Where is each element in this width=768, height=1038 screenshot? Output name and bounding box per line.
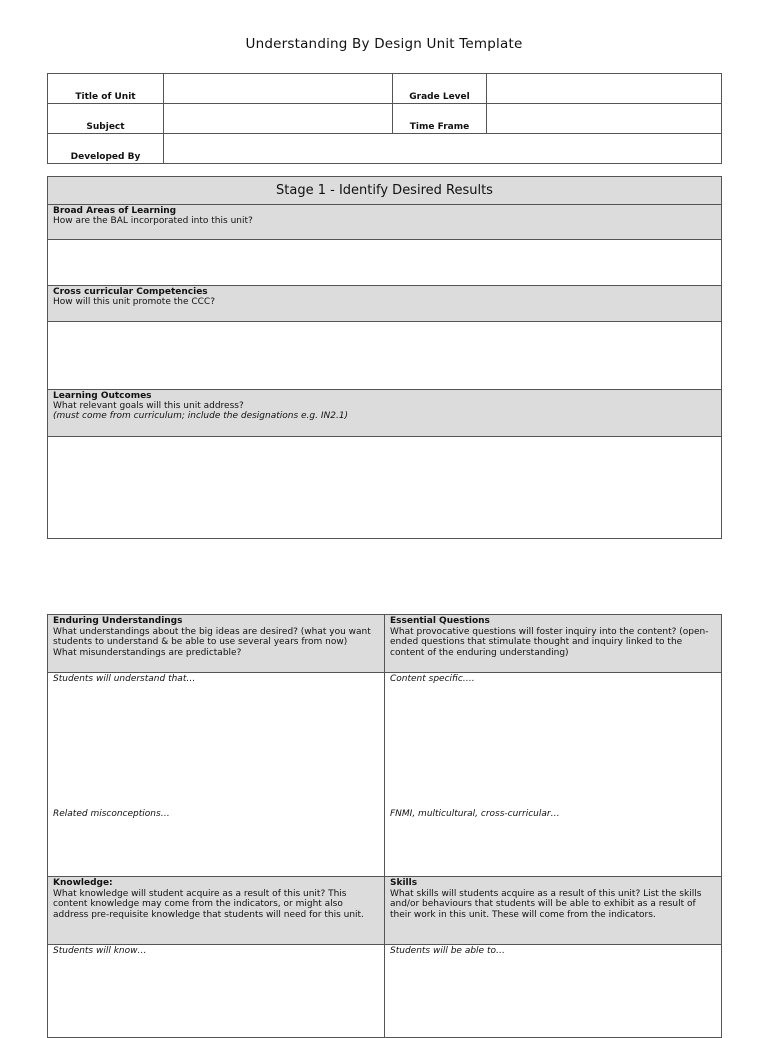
ccc-question: How will this unit promote the CCC? — [53, 297, 215, 307]
time-frame-field[interactable] — [487, 104, 722, 134]
ccc-label: Cross curricular Competencies — [53, 287, 208, 297]
skills-label: Skills — [390, 878, 418, 888]
time-frame-label: Time Frame — [393, 104, 487, 134]
subject-field[interactable] — [164, 104, 393, 134]
eu-prompt: Students will understand that… — [53, 674, 196, 684]
eq-prompt: Content specific…. — [390, 674, 475, 684]
knowledge-label: Knowledge: — [53, 878, 113, 888]
eq-question: What provocative questions will foster inquiry into the content? (open-ended questions that stimulate thought and inquiry linked to the content of the enduring understanding) — [390, 626, 709, 658]
bal-prompt-cell — [48, 205, 722, 240]
eq-prompt-cell — [385, 615, 722, 673]
skills-prompt-cell — [385, 877, 722, 945]
eq-answer-field[interactable] — [385, 673, 722, 877]
outcomes-note: (must come from curriculum; include the designations e.g. IN2.1) — [53, 411, 349, 421]
grade-level-field[interactable] — [487, 74, 722, 104]
eq-fnmi-prompt: FNMI, multicultural, cross-curricular… — [390, 808, 560, 819]
knowledge-prompt: Students will know… — [53, 946, 147, 956]
eu-question: What understandings about the big ideas are desired? (what you want students to understand & be able to use several years from now) — [53, 626, 371, 647]
stage1-table — [47, 176, 722, 539]
outcomes-prompt-cell — [48, 390, 722, 437]
outcomes-question: What relevant goals will this unit address? — [53, 401, 244, 411]
outcomes-label: Learning Outcomes — [53, 391, 152, 401]
outcomes-answer-field[interactable] — [48, 437, 722, 539]
bal-question: How are the BAL incorporated into this unit? — [53, 216, 253, 226]
ccc-prompt-cell — [48, 286, 722, 322]
skills-prompt: Students will be able to… — [390, 946, 505, 956]
bal-label: Broad Areas of Learning — [53, 206, 177, 216]
stage1-heading: Stage 1 - Identify Desired Results — [48, 177, 722, 205]
subject-label: Subject — [48, 104, 164, 134]
ubd-table — [47, 614, 722, 1038]
developed-by-label: Developed By — [48, 134, 164, 164]
bal-answer-field[interactable] — [48, 240, 722, 286]
unit-info-table — [47, 73, 722, 164]
title-of-unit-label: Title of Unit — [48, 74, 164, 104]
eu-prompt-cell — [48, 615, 385, 673]
eq-label: Essential Questions — [390, 616, 490, 626]
grade-level-label: Grade Level — [393, 74, 487, 104]
page-title: Understanding By Design Unit Template — [245, 36, 523, 52]
eu-question-2: What misunderstandings are predictable? — [53, 647, 242, 658]
knowledge-question: What knowledge will student acquire as a result of this unit? This content knowledge may come from the indicators, or might also address pre-requisite knowledge that students will need for this unit. — [53, 888, 364, 920]
knowledge-prompt-cell — [48, 877, 385, 945]
developed-by-field[interactable] — [164, 134, 722, 164]
eu-label: Enduring Understandings — [53, 616, 183, 626]
skills-question: What skills will students acquire as a result of this unit? List the skills and/or behaviours that students will be able to exhibit as a result of their work in this unit. These will come from the indicators. — [390, 888, 702, 920]
title-of-unit-field[interactable] — [164, 74, 393, 104]
eu-answer-field[interactable] — [48, 673, 385, 877]
eu-misconceptions-prompt: Related misconceptions… — [53, 808, 170, 819]
ccc-answer-field[interactable] — [48, 322, 722, 390]
